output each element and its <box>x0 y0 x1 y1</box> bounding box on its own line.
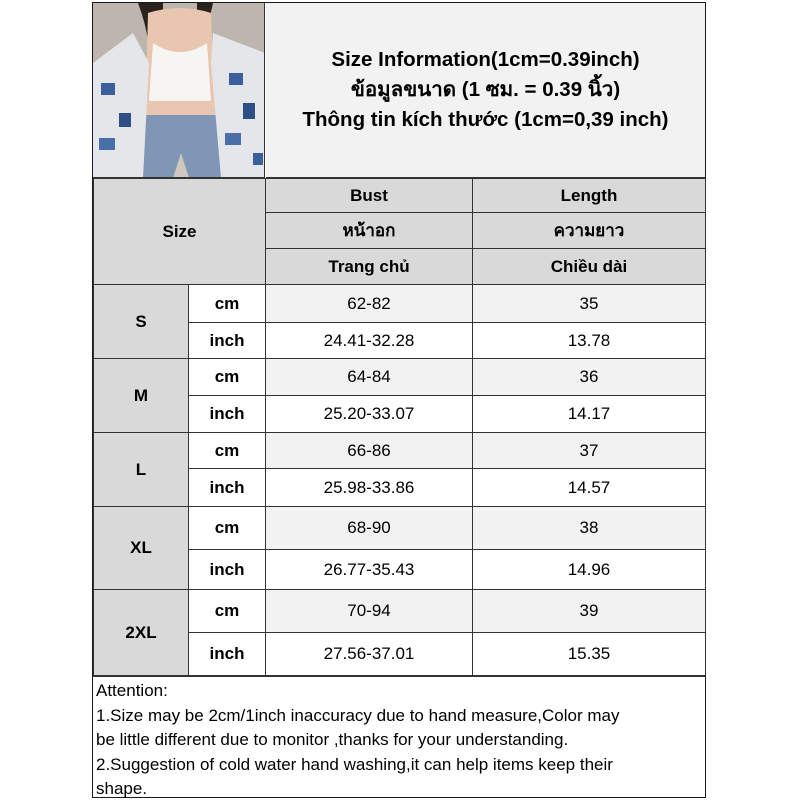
bust-header-vi: Trang chủ <box>266 249 473 285</box>
unit-inch: inch <box>189 550 266 590</box>
size-info-english: Size Information(1cm=0.39inch) <box>331 48 640 71</box>
bust-value: 62-82 <box>266 285 473 323</box>
length-value: 14.17 <box>473 396 706 433</box>
bust-header-th: หน้าอก <box>266 213 473 249</box>
size-label-l: L <box>94 433 189 507</box>
bust-value: 66-86 <box>266 433 473 469</box>
length-value: 14.96 <box>473 550 706 590</box>
length-value: 39 <box>473 590 706 633</box>
bust-header-en: Bust <box>266 179 473 213</box>
unit-inch: inch <box>189 469 266 507</box>
length-header-vi: Chiều dài <box>473 249 706 285</box>
table-row <box>94 590 706 633</box>
size-label-m: M <box>94 359 189 433</box>
length-value: 13.78 <box>473 323 706 359</box>
table-row <box>94 285 706 323</box>
bust-value: 26.77-35.43 <box>266 550 473 590</box>
size-info-header <box>266 3 705 178</box>
unit-cm: cm <box>189 507 266 550</box>
bust-value: 68-90 <box>266 507 473 550</box>
table-row <box>94 359 706 396</box>
unit-cm: cm <box>189 433 266 469</box>
attention-notes <box>93 676 705 797</box>
product-photo <box>93 3 265 178</box>
bust-value: 70-94 <box>266 590 473 633</box>
bust-value: 25.20-33.07 <box>266 396 473 433</box>
length-value: 35 <box>473 285 706 323</box>
notes-line-4: shape. <box>96 779 148 798</box>
length-value: 14.57 <box>473 469 706 507</box>
unit-cm: cm <box>189 590 266 633</box>
size-label-2xl: 2XL <box>94 590 189 676</box>
unit-cm: cm <box>189 359 266 396</box>
notes-title: Attention: <box>96 681 168 700</box>
size-label-xl: XL <box>94 507 189 590</box>
unit-cm: cm <box>189 285 266 323</box>
unit-inch: inch <box>189 323 266 359</box>
notes-line-1: 1.Size may be 2cm/1inch inaccuracy due to hand measure,Color may <box>96 705 620 725</box>
length-value: 15.35 <box>473 633 706 676</box>
length-header-en: Length <box>473 179 706 213</box>
unit-inch: inch <box>189 633 266 676</box>
bust-value: 64-84 <box>266 359 473 396</box>
table-row <box>94 507 706 550</box>
length-value: 36 <box>473 359 706 396</box>
size-table <box>93 178 706 676</box>
size-info-thai: ข้อมูลขนาด (1 ซม. = 0.39 นิ้ว) <box>350 78 621 101</box>
table-row <box>94 433 706 469</box>
size-label-s: S <box>94 285 189 359</box>
notes-line-3: 2.Suggestion of cold water hand washing,it can help items keep their <box>96 754 613 774</box>
bust-value: 25.98-33.86 <box>266 469 473 507</box>
length-value: 37 <box>473 433 706 469</box>
length-header-th: ความยาว <box>473 213 706 249</box>
size-header: Size <box>94 179 266 285</box>
size-info-vietnamese: Thông tin kích thước (1cm=0,39 inch) <box>302 108 669 131</box>
unit-inch: inch <box>189 396 266 433</box>
notes-line-2: be little different due to monitor ,thanks for your understanding. <box>96 730 569 749</box>
length-value: 38 <box>473 507 706 550</box>
bust-value: 24.41-32.28 <box>266 323 473 359</box>
bust-value: 27.56-37.01 <box>266 633 473 676</box>
